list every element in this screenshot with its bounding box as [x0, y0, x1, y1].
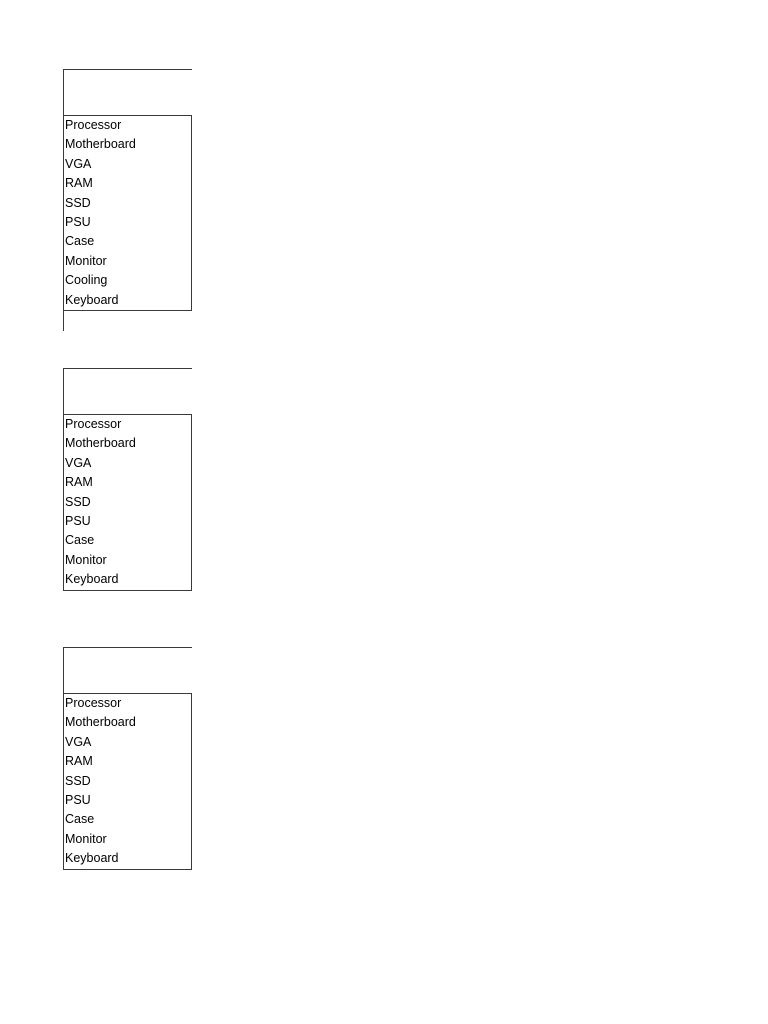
list-item: PSU	[65, 214, 91, 229]
list-item: RAM	[65, 475, 93, 490]
list-item: Case	[65, 533, 95, 548]
list-item: SSD	[65, 773, 91, 788]
list-item: RAM	[65, 176, 93, 191]
list-item: VGA	[65, 734, 92, 749]
list-item: Cooling	[65, 273, 108, 288]
item-list-2	[63, 414, 192, 591]
list-item: Monitor	[65, 552, 107, 567]
list-item: Motherboard	[65, 137, 136, 152]
list-item: SSD	[65, 195, 91, 210]
list-item: Processor	[65, 417, 122, 431]
list-item: PSU	[65, 513, 91, 528]
component-list-1	[63, 69, 192, 331]
list-item: Processor	[65, 696, 122, 710]
list-item: Processor	[65, 118, 122, 132]
component-list-2	[63, 368, 192, 591]
list-item: Motherboard	[65, 436, 136, 451]
list-header-3	[63, 647, 192, 693]
list-item: Case	[65, 234, 95, 249]
list-item: RAM	[65, 754, 93, 769]
list-item: Case	[65, 812, 95, 827]
item-list-1	[63, 115, 192, 311]
list-item: Monitor	[65, 831, 107, 846]
component-list-3	[63, 647, 192, 870]
list-header-2	[63, 368, 192, 414]
list-item: Keyboard	[65, 851, 119, 866]
list-item: Keyboard	[65, 572, 119, 587]
item-list-3	[63, 693, 192, 870]
list-item: VGA	[65, 156, 92, 171]
list-item: Keyboard	[65, 292, 119, 307]
list-item: PSU	[65, 792, 91, 807]
list-item: Motherboard	[65, 715, 136, 730]
list-header-1	[63, 69, 192, 115]
border-tail	[63, 311, 64, 331]
list-item: VGA	[65, 455, 92, 470]
list-item: Monitor	[65, 253, 107, 268]
list-item: SSD	[65, 494, 91, 509]
